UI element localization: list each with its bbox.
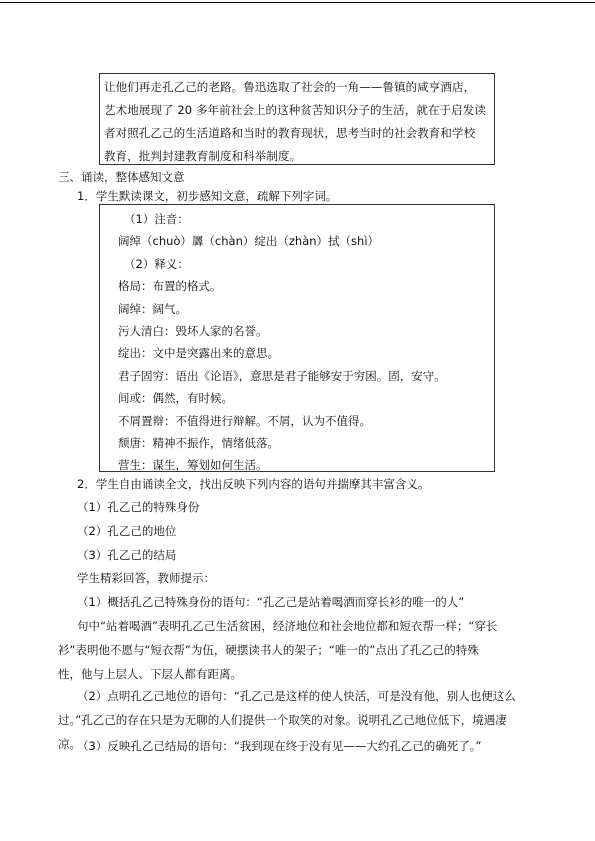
definition-item: 颓唐：精神不振作，情绪低落。	[118, 435, 279, 450]
step-1-text: 1．学生默读课文，初步感知文意，疏解下列字词。	[77, 189, 338, 203]
definition-item: 阔绰：阔气。	[118, 301, 187, 316]
summary-line: 艺术地展现了 20 多年前社会上的这种贫苦知识分子的生活，就在于启发读	[104, 103, 486, 117]
definition-item: 格局：布置的格式。	[118, 279, 222, 294]
question-item: （2）孔乙己的地位	[77, 524, 177, 538]
answer-1-body	[77, 614, 522, 638]
answer-1-body-cont	[58, 638, 538, 686]
paragraph-line: 句中“站着喝酒”表明孔乙己生活贫困，经济地位和社会地位都和短衣帮一样；“穿长	[77, 619, 498, 633]
step-2-text: 2．学生自由诵读全文，找出反映下列内容的语句并揣摩其丰富含义。	[77, 477, 430, 491]
pinyin-heading: （1）注音：	[124, 212, 189, 226]
paragraph-line: （2）点明孔乙己地位的语句：“孔乙己是这样的使人快活，可是没有他，别人也便这么	[77, 689, 516, 703]
summary-box	[99, 73, 495, 165]
definition-item: 绽出：文中是突露出来的意思。	[118, 346, 279, 361]
question-item: （1）孔乙己的特殊身份	[77, 500, 200, 514]
definition-item: 间或：偶然，有时候。	[118, 391, 233, 406]
paragraph-line: 衫”表明他不愿与“短衣帮”为伍，硬摆读书人的架子；“唯一的”点出了孔乙己的特殊	[58, 643, 479, 657]
question-item: （3）孔乙己的结局	[77, 548, 177, 562]
definition-item: 营生：谋生，筹划如何生活。	[118, 458, 268, 473]
definition-item: 污人清白：毁坏人家的名誉。	[118, 323, 268, 338]
summary-line: 教育，批判封建教育制度和科举制度。	[104, 149, 302, 163]
definitions-heading: （2）释义：	[124, 256, 189, 271]
answer-3-title: （3）反映孔乙己结局的语句：“我到现在终于没有见——大约孔乙己的确死了。”	[77, 739, 482, 753]
definition-item: 君子固穷：语出《论语》，意思是君子能够安于穷困。固，安守。	[118, 368, 446, 383]
answer-1-title: （1）概括孔乙己特殊身份的语句：“孔乙己是站着喝酒而穿长衫的唯一的人”	[77, 595, 465, 609]
answer-2-title	[77, 684, 522, 708]
teacher-intro: 学生精彩回答，教师提示：	[77, 571, 215, 585]
section-heading: 三、诵读，整体感知文意	[58, 170, 185, 184]
vocabulary-box	[99, 204, 495, 472]
pinyin-line: 阔绰（chuò）羼（chàn）绽出（zhàn）拭（shì）	[118, 234, 380, 249]
paragraph-line: 性，他与上层人、下层人都有距离。	[58, 667, 242, 681]
paragraph-line: 过。”孔乙己的存在只是为无聊的人们提供一个取笑的对象。说明孔乙己地位低下，境遇凄	[58, 713, 507, 727]
summary-line: 让他们再走孔乙己的老路。鲁迅选取了社会的一角——鲁镇的咸亨酒店，	[104, 80, 476, 94]
summary-line: 者对照孔乙己的生活道路和当时的教育现状，思考当时的社会教育和学校	[104, 126, 476, 140]
paragraph-line: 凉。	[58, 737, 81, 751]
header-rule	[0, 2, 595, 3]
definition-item: 不屑置辩：不值得进行辩解。不屑，认为不值得。	[118, 413, 371, 428]
